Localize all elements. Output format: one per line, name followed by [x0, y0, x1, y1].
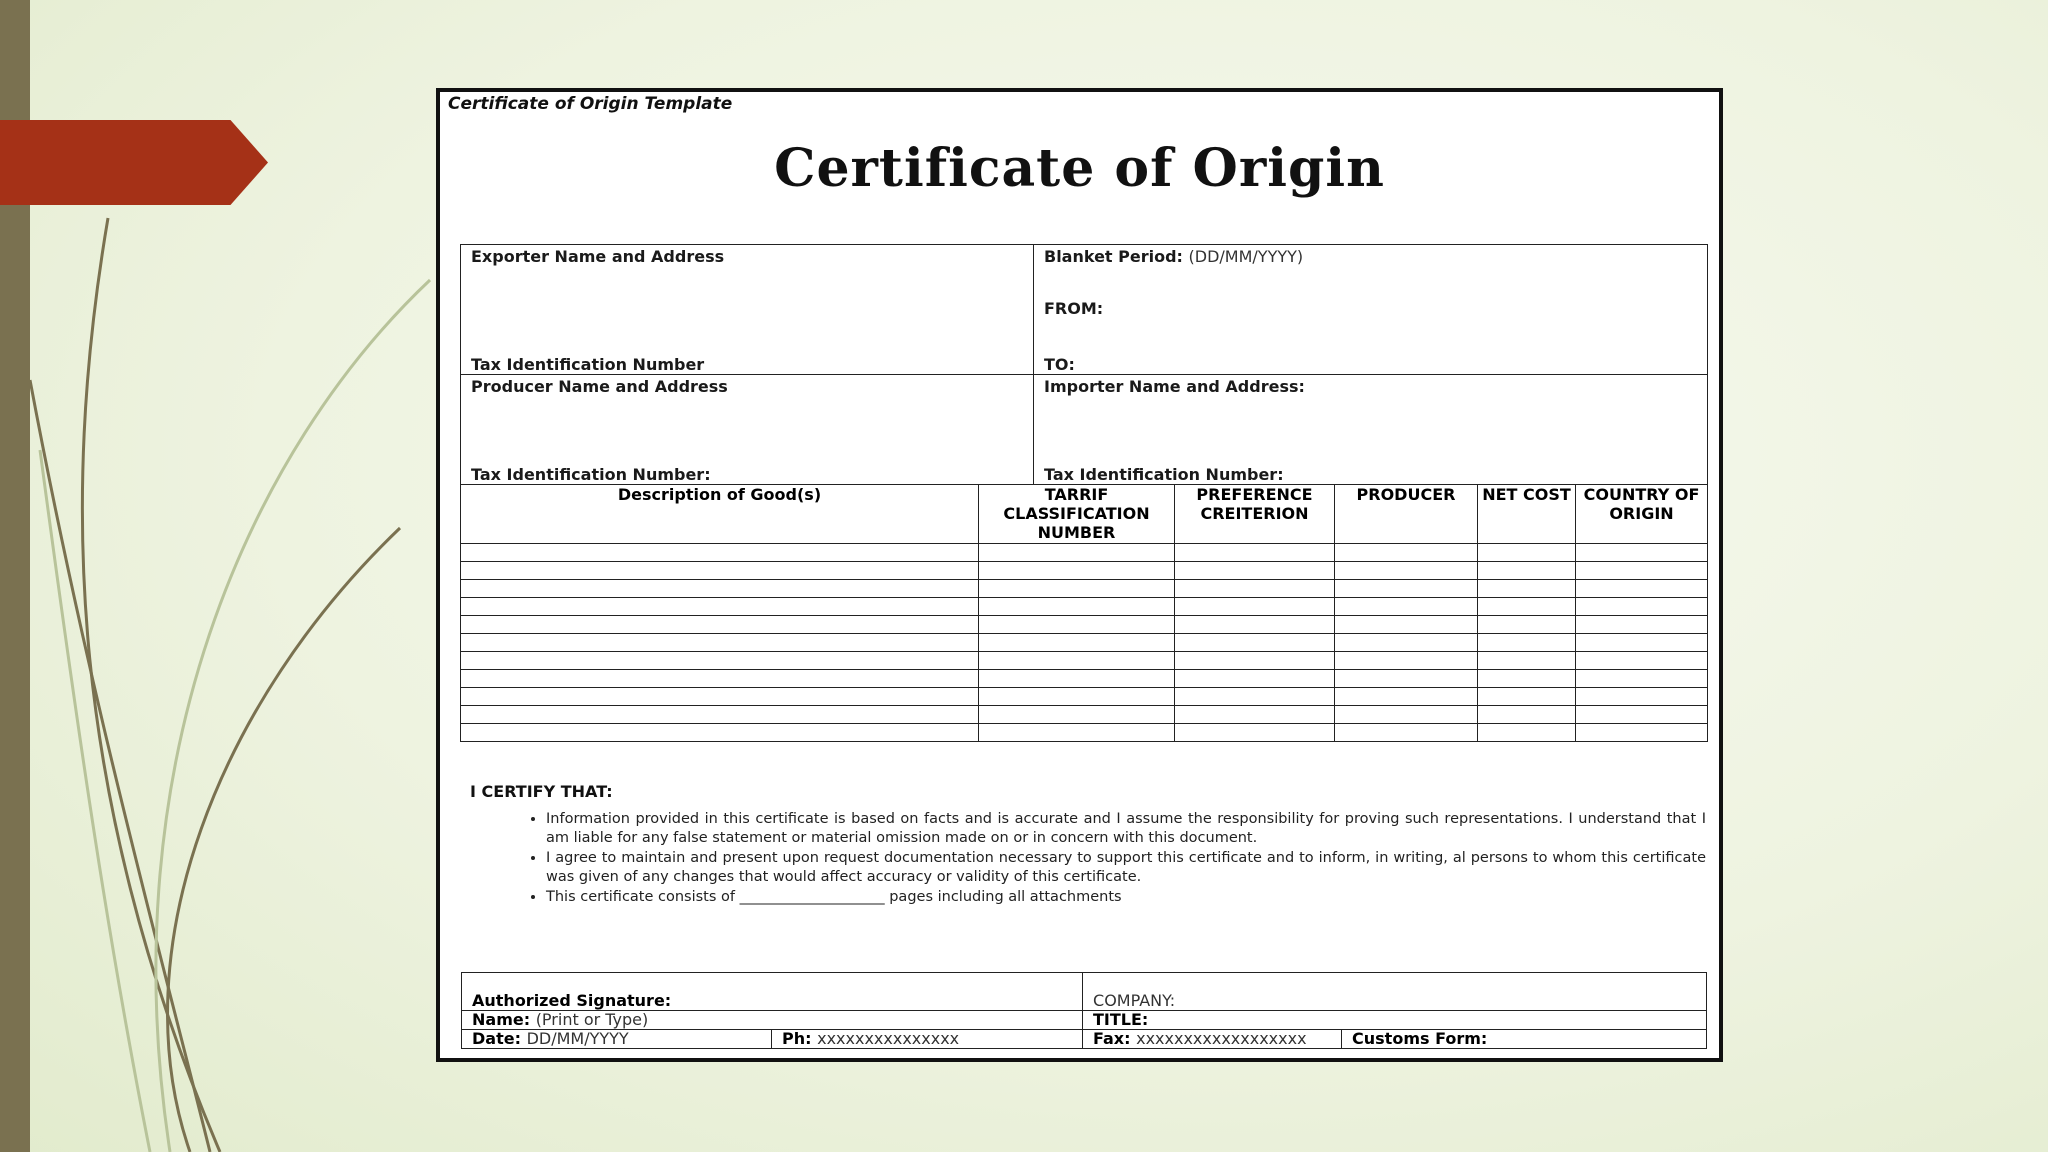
- goods-cell: [979, 706, 1175, 724]
- goods-cell: [1175, 580, 1335, 598]
- fax-label: Fax:: [1093, 1029, 1131, 1048]
- producer-tax-label: Tax Identification Number:: [471, 465, 711, 484]
- col-producer: PRODUCER: [1335, 485, 1478, 544]
- goods-cell: [461, 544, 979, 562]
- goods-table: [460, 484, 1708, 742]
- goods-row: [461, 652, 1708, 670]
- goods-cell: [1335, 580, 1478, 598]
- goods-cell: [461, 562, 979, 580]
- goods-cell: [461, 616, 979, 634]
- blanket-period-cell: [1034, 245, 1708, 375]
- goods-cell: [979, 544, 1175, 562]
- importer-tax-label: Tax Identification Number:: [1044, 465, 1284, 484]
- fax-hint: xxxxxxxxxxxxxxxxxx: [1136, 1029, 1307, 1048]
- goods-cell: [1576, 724, 1708, 742]
- goods-row: [461, 544, 1708, 562]
- goods-cell: [1478, 634, 1576, 652]
- blanket-format: (DD/MM/YYYY): [1188, 247, 1304, 266]
- certificate-document: [436, 88, 1723, 1062]
- goods-cell: [461, 580, 979, 598]
- exporter-tax-label: Tax Identification Number: [471, 355, 705, 374]
- goods-row: [461, 688, 1708, 706]
- goods-cell: [979, 688, 1175, 706]
- phone-field: [772, 1030, 1083, 1049]
- goods-cell: [1335, 544, 1478, 562]
- goods-cell: [1335, 616, 1478, 634]
- date-label: Date:: [472, 1029, 521, 1048]
- blanket-label: Blanket Period:: [1044, 247, 1183, 266]
- goods-cell: [1576, 652, 1708, 670]
- goods-cell: [1576, 634, 1708, 652]
- name-label: Name:: [472, 1010, 531, 1029]
- goods-cell: [1478, 706, 1576, 724]
- goods-row: [461, 634, 1708, 652]
- goods-cell: [1478, 562, 1576, 580]
- col-tariff: TARRIF CLASSIFICATION NUMBER: [979, 485, 1175, 544]
- col-preference: PREFERENCE CREITERION: [1175, 485, 1335, 544]
- goods-row: [461, 724, 1708, 742]
- signature-table: [461, 972, 1707, 1049]
- phone-label: Ph:: [782, 1029, 812, 1048]
- goods-cell: [1335, 706, 1478, 724]
- certify-heading: I CERTIFY THAT:: [470, 782, 613, 801]
- goods-row: [461, 706, 1708, 724]
- certify-item: • I agree to maintain and present upon request documentation necessary to support this certificate and to inform, in writing, al persons to whom this certificate was given of any changes that would affect accuracy or validity of this certificate.: [546, 849, 1706, 887]
- goods-row: [461, 670, 1708, 688]
- title-field: TITLE:: [1083, 1011, 1707, 1030]
- goods-cell: [1478, 688, 1576, 706]
- goods-row: [461, 616, 1708, 634]
- col-net-cost: NET COST: [1478, 485, 1576, 544]
- importer-cell: [1034, 375, 1708, 485]
- goods-cell: [1175, 652, 1335, 670]
- goods-cell: [1478, 616, 1576, 634]
- goods-cell: [1576, 562, 1708, 580]
- goods-cell: [1478, 652, 1576, 670]
- goods-cell: [461, 706, 979, 724]
- goods-cell: [1478, 670, 1576, 688]
- goods-cell: [1175, 688, 1335, 706]
- goods-cell: [1576, 544, 1708, 562]
- goods-cell: [1335, 562, 1478, 580]
- goods-cell: [1175, 634, 1335, 652]
- certify-list: [498, 810, 1706, 908]
- importer-label: Importer Name and Address:: [1044, 377, 1305, 396]
- goods-header-row: [461, 485, 1708, 544]
- authorized-signature-field: Authorized Signature:: [462, 973, 1083, 1011]
- goods-cell: [1175, 724, 1335, 742]
- name-field: [462, 1011, 1083, 1030]
- goods-cell: [461, 634, 979, 652]
- goods-cell: [1335, 598, 1478, 616]
- goods-cell: [979, 562, 1175, 580]
- from-label: FROM:: [1044, 299, 1104, 318]
- exporter-label: Exporter Name and Address: [471, 247, 725, 266]
- date-hint: DD/MM/YYYY: [526, 1029, 629, 1048]
- col-description: Description of Good(s): [461, 485, 979, 544]
- goods-cell: [979, 634, 1175, 652]
- party-info-table: [460, 244, 1708, 485]
- goods-cell: [1576, 688, 1708, 706]
- goods-cell: [1175, 598, 1335, 616]
- goods-cell: [1335, 688, 1478, 706]
- goods-cell: [461, 652, 979, 670]
- goods-cell: [461, 688, 979, 706]
- goods-cell: [1576, 598, 1708, 616]
- document-title: Certificate of Origin: [774, 138, 1385, 199]
- goods-cell: [1478, 544, 1576, 562]
- goods-cell: [979, 616, 1175, 634]
- goods-row: [461, 598, 1708, 616]
- goods-cell: [979, 670, 1175, 688]
- goods-cell: [1335, 634, 1478, 652]
- producer-label: Producer Name and Address: [471, 377, 728, 396]
- exporter-cell: [461, 245, 1034, 375]
- goods-cell: [1478, 724, 1576, 742]
- goods-cell: [1576, 616, 1708, 634]
- goods-cell: [1175, 562, 1335, 580]
- blanket-period-label: [1034, 245, 1707, 268]
- goods-cell: [1175, 544, 1335, 562]
- goods-cell: [461, 724, 979, 742]
- goods-cell: [1576, 706, 1708, 724]
- col-country: COUNTRY OF ORIGIN: [1576, 485, 1708, 544]
- goods-cell: [1175, 616, 1335, 634]
- goods-cell: [979, 724, 1175, 742]
- goods-cell: [1478, 598, 1576, 616]
- goods-cell: [979, 598, 1175, 616]
- goods-cell: [1576, 580, 1708, 598]
- certify-item: • This certificate consists of ____________________ pages including all attachments: [546, 888, 1706, 907]
- date-field: [462, 1030, 772, 1049]
- goods-cell: [979, 580, 1175, 598]
- company-field: COMPANY:: [1083, 973, 1707, 1011]
- goods-cell: [461, 670, 979, 688]
- to-label: TO:: [1044, 355, 1075, 374]
- goods-cell: [461, 598, 979, 616]
- goods-cell: [1335, 670, 1478, 688]
- name-hint: (Print or Type): [535, 1010, 649, 1029]
- template-note: Certificate of Origin Template: [448, 94, 733, 114]
- producer-cell: [461, 375, 1034, 485]
- goods-body: [461, 544, 1708, 742]
- customs-form-field: Customs Form:: [1342, 1030, 1707, 1049]
- goods-cell: [1478, 580, 1576, 598]
- certify-item: • Information provided in this certificate is based on facts and is accurate and I assume the responsibility for proving such representations. I understand that I am liable for any false statement or material omission made on or in concern with this document.: [546, 810, 1706, 848]
- phone-hint: xxxxxxxxxxxxxxx: [817, 1029, 960, 1048]
- goods-cell: [1335, 652, 1478, 670]
- goods-row: [461, 580, 1708, 598]
- goods-cell: [979, 652, 1175, 670]
- goods-cell: [1576, 670, 1708, 688]
- goods-cell: [1175, 670, 1335, 688]
- goods-cell: [1175, 706, 1335, 724]
- fax-field: [1083, 1030, 1342, 1049]
- goods-row: [461, 562, 1708, 580]
- goods-cell: [1335, 724, 1478, 742]
